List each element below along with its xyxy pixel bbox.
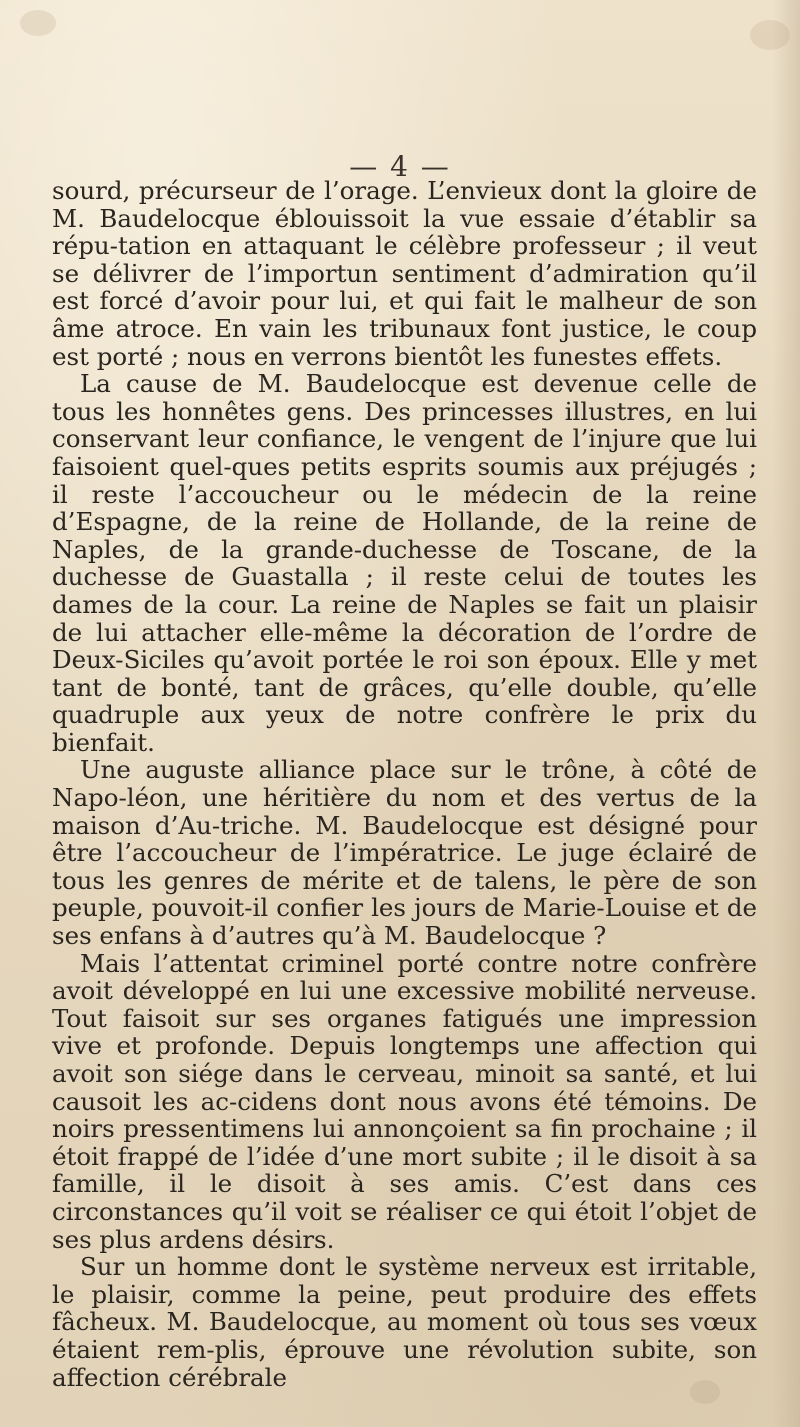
paragraph-3: Une auguste alliance place sur le trône, à côté de Napo-léon, une héritière du nom et des vertus de la maison d’Au-triche. M. Baudelocque est désigné pour être l’accoucheur de l’impératrice. Le juge éclairé de tous les genres de mérite et de talens, le père de son peuple, pouvoit-il confier les jours de Marie-Louise et de ses enfans à d’autres qu’à M. Baudelocque ?: [52, 755, 757, 951]
paragraph-5: Sur un homme dont le système nerveux est irritable, le plaisir, comme la peine, peut produire des effets fâcheux. M. Baudelocque, au moment où tous ses vœux étaient rem-plis, éprouve une révolution subite, son affection cérébrale: [52, 1252, 757, 1392]
paragraph-4: Mais l’attentat criminel porté contre notre confrère avoit développé en lui une excessive mobilité nerveuse. Tout faisoit sur ses organes fatigués une impression vive et profonde. Depuis longtemps une affection qui avoit son siége dans le cerveau, minoit sa santé, et lui causoit les ac-cidens dont nous avons été témoins. De noirs pressentimens lui annonçoient sa fin prochaine ; il étoit frappé de l’idée d’une mort subite ; il le disoit à sa famille, il le disoit à ses amis. C’est dans ces circonstances qu’il voit se réaliser ce qui étoit l’objet de ses plus ardens désirs.: [52, 948, 757, 1254]
paper-stain: [750, 20, 790, 50]
paper-stain: [20, 10, 56, 36]
paragraph-1: sourd, précurseur de l’orage. L’envieux dont la gloire de M. Baudelocque éblouissoit la vue essaie d’établir sa répu-tation en attaquant le célèbre professeur ; il veut se délivrer de l’importun sentiment d’admiration qu’il est forcé d’avoir pour lui, et qui fait le malheur de son âme atroce. En vain les tribunaux font justice, le coup est porté ; nous en verrons bientôt les funestes effets.: [52, 176, 757, 371]
body-text: [52, 177, 757, 1391]
page-number: — 4 —: [349, 150, 451, 183]
page-edge-shadow: [772, 0, 800, 1427]
paragraph-2: La cause de M. Baudelocque est devenue celle de tous les honnêtes gens. Des princesses illustres, en lui conservant leur confiance, le vengent de l’injure que lui faisoient quel-ques petits esprits soumis aux préjugés ; il reste l’accoucheur ou le médecin de la reine d’Espagne, de la reine de Hollande, de la reine de Naples, de la grande-duchesse de Toscane, de la duchesse de Guastalla ; il reste celui de toutes les dames de la cour. La reine de Naples se fait un plaisir de lui attacher elle-même la décoration de l’ordre de Deux-Siciles qu’avoit portée le roi son époux. Elle y met tant de bonté, tant de grâces, qu’elle double, qu’elle quadruple aux yeux de notre confrère le prix du bienfait.: [52, 369, 757, 757]
